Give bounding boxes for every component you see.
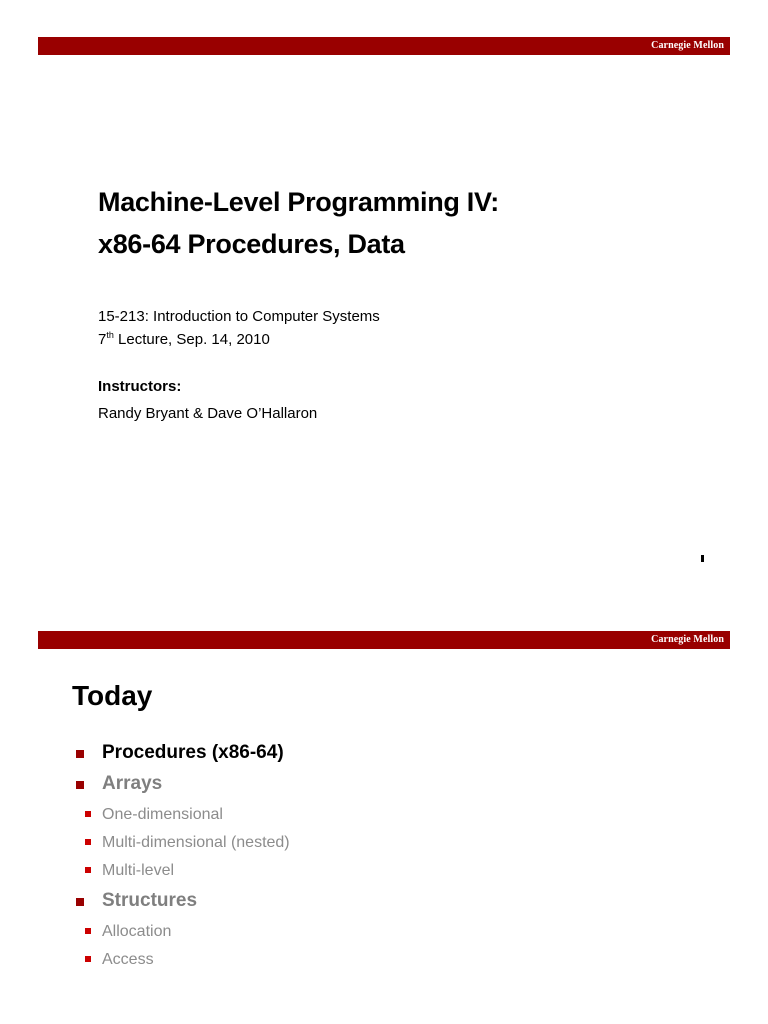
course-name: 15-213: Introduction to Computer Systems xyxy=(98,308,380,325)
brand-label: Carnegie Mellon xyxy=(651,40,724,51)
sub-item-label: One-dimensional xyxy=(102,806,223,823)
agenda-item-structures xyxy=(72,887,290,915)
agenda-slide xyxy=(0,596,768,1024)
subtitle-block xyxy=(98,305,380,351)
agenda-item-label: Procedures (x86-64) xyxy=(102,742,284,763)
agenda-list xyxy=(72,739,290,976)
brand-label: Carnegie Mellon xyxy=(651,634,724,645)
agenda-item-label: Arrays xyxy=(102,773,163,794)
agenda-item-arrays xyxy=(72,770,290,798)
agenda-item-label: Structures xyxy=(102,890,198,911)
lecture-date: Lecture, Sep. 14, 2010 xyxy=(113,331,270,348)
square-bullet-icon xyxy=(76,750,84,758)
instructors-names: Randy Bryant & Dave O’Hallaron xyxy=(98,405,318,422)
title-line-2: x86-64 Procedures, Data xyxy=(98,229,405,259)
lecture-number: 7 xyxy=(98,331,107,348)
sub-item-multi-level xyxy=(72,857,290,885)
small-square-bullet-icon xyxy=(85,928,91,934)
sub-item-access xyxy=(72,946,290,974)
instructors-label: Instructors: xyxy=(98,378,182,395)
header-bar xyxy=(38,37,730,55)
arrays-sublist xyxy=(72,801,290,885)
sub-item-multi-dimensional xyxy=(72,829,290,857)
sub-item-label: Multi-level xyxy=(102,862,175,879)
small-square-bullet-icon xyxy=(85,811,91,817)
square-bullet-icon xyxy=(76,781,84,789)
slide-title xyxy=(98,181,499,265)
title-line-1: Machine-Level Programming IV: xyxy=(98,187,499,217)
sub-item-label: Multi-dimensional (nested) xyxy=(102,834,290,851)
small-square-bullet-icon xyxy=(85,956,91,962)
sub-item-allocation xyxy=(72,918,290,946)
structures-sublist xyxy=(72,918,290,974)
header-bar xyxy=(38,631,730,649)
agenda-title: Today xyxy=(72,680,153,711)
small-square-bullet-icon xyxy=(85,867,91,873)
agenda-item-procedures xyxy=(72,739,290,767)
small-square-bullet-icon xyxy=(85,839,91,845)
sub-item-one-dimensional xyxy=(72,801,290,829)
sub-item-label: Allocation xyxy=(102,923,172,940)
lecture-info xyxy=(98,328,380,351)
lecture-ordinal-suffix: th xyxy=(106,330,114,340)
cursor-mark xyxy=(701,555,704,562)
square-bullet-icon xyxy=(76,898,84,906)
sub-item-label: Access xyxy=(102,951,154,968)
